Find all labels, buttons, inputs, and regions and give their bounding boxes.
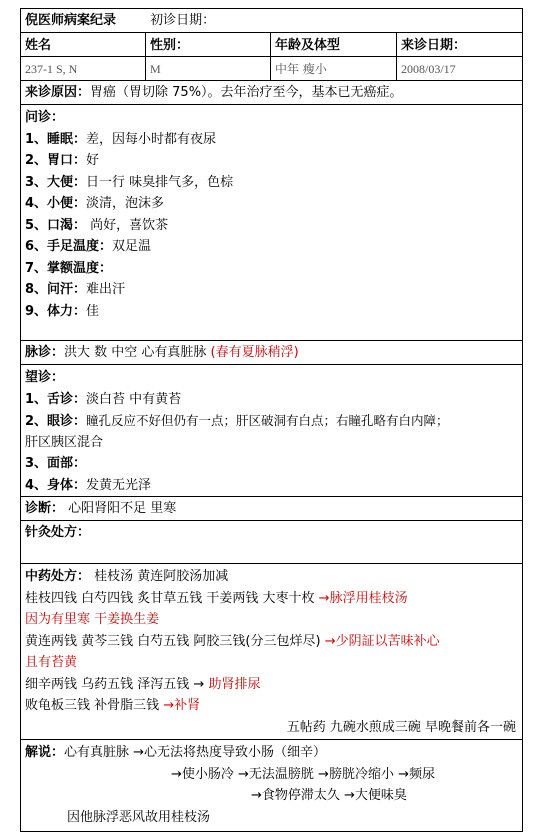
observation-section [21,364,522,496]
pulse-text: 洪大 数 中空 心有真脏脉 [64,345,211,360]
inquiry-item: 4、小便：淡清，泡沫多 [25,196,165,211]
herbal-line: 桂枝四钱 白芍四钱 炙甘草五钱 干姜两钱 大枣十枚 →脉浮用桂枝汤 [25,590,408,606]
decoction-instructions: 五帖药 九碗水煎成三碗 早晚餐前各一碗 [286,719,516,735]
gender-header: 性别： [145,33,270,56]
eye-line: 2、眼诊：瞳孔反应不好但仍有一点；肝区破洞有白点；右瞳孔略有白内障； [25,413,449,429]
diagnosis-row [21,496,522,520]
age-build-value: 中年 瘦小 [270,57,396,80]
inquiry-item: 8、问汗：难出汗 [25,282,126,297]
inquiry-item: 6、手足温度：双足温 [25,239,152,254]
inquiry-item: 7、掌额温度： [25,260,113,276]
herbal-section [21,563,522,739]
herbal-title-line: 中药处方： 桂枝汤 黄连阿胶汤加减 [25,569,229,584]
inquiry-section [21,104,522,340]
herbal-note: 且有苔黄 [25,655,78,670]
tongue-line: 1、舌诊：淡白苔 中有黄苔 [25,391,182,407]
diagnosis-text: 心阳肾阳不足 里寒 [64,501,177,516]
explanation-section [21,739,522,831]
face-line: 3、面部： [25,456,87,471]
age-build-header: 年龄及体型 [270,33,396,56]
inquiry-item: 2、胃口：好 [25,153,100,168]
inquiry-item: 9、体力：佳 [25,303,100,319]
explanation-line: →食物停滞太久 →大便味臭 [251,788,407,803]
observation-label: 望诊： [25,370,65,385]
eye-line-2: 肝区胰区混合 [25,434,104,450]
pulse-note: (春有夏脉稍浮) [210,345,299,360]
pulse-label: 脉诊： [25,345,65,360]
acupuncture-section [21,520,522,563]
explanation-line: 解说：心有真脏脉 →心无法将热度导致小肠（细辛） [25,745,327,760]
gender-value: M [145,57,270,80]
reason-label: 来诊原因： [25,85,91,100]
visit-date-value: 2008/03/17 [396,57,522,80]
inquiry-item: 1、睡眠：差，因每小时都有夜尿 [25,131,217,147]
first-visit-label: 初诊日期： [150,13,216,28]
reason-row [21,80,522,104]
info-value-row [21,56,522,80]
patient-id: 237-1 S, N [25,62,78,76]
inquiry-item: 5、口渴： 尚好，喜饮茶 [25,217,169,233]
explanation-line: →使小肠冷 →无法温膀胱 →膀胱冷缩小 →频尿 [171,766,435,782]
herbal-line: 败龟板三钱 补骨脂三钱 →补肾 [25,698,201,713]
diagnosis-label: 诊断： [25,501,65,516]
acupuncture-label: 针灸处方： [25,525,91,540]
record-title: 倪医师病案纪录 [25,13,117,28]
pulse-row [21,340,522,364]
case-record-table [20,8,523,832]
herbal-line: 黄连两钱 黄芩三钱 白芍五钱 阿胶三钱(分三包烊尽) →少阴証以苦味补心 [25,633,440,649]
name-header: 姓名 [25,38,52,53]
visit-date-header: 来诊日期： [396,33,522,56]
herbal-line: 细辛两钱 乌药五钱 泽泻五钱 → 助肾排尿 [25,676,261,692]
body-line: 4、身体：发黄无光泽 [25,477,152,493]
inquiry-label: 问诊： [25,110,65,125]
explanation-line: 因他脉浮恶风故用桂枝汤 [67,809,211,825]
info-header-row [21,32,522,56]
herbal-note: 因为有里寒 干姜换生姜 [25,612,160,627]
reason-text: 胃癌（胃切除 75%）。去年治疗至今，基本已无癌症。 [90,85,403,100]
inquiry-item: 3、大便：日一行 味臭排气多，色棕 [25,174,234,190]
header-row [21,9,522,32]
